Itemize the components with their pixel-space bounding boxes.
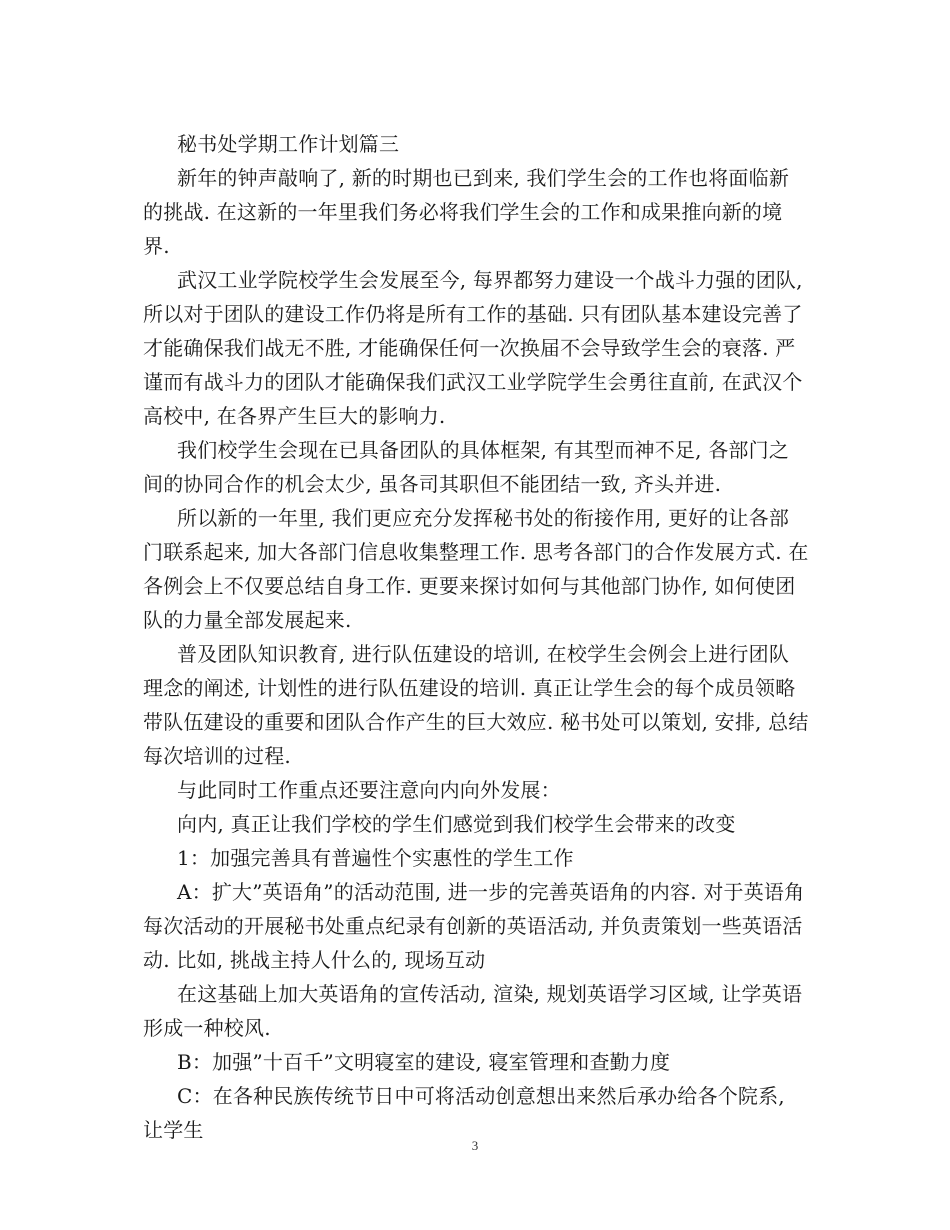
page-number: 3 (471, 1138, 479, 1153)
paragraph-team-building: 武汉工业学院校学生会发展至今, 每界都努力建设一个战斗力强的团队, 所以对于团队的建设工作仍将是所有工作的基础. 只有团队基本建设完善了才能确保我们战无不胜, 才能确保任何一次换届不会导致学生会的衰落. 严谨而有战斗力的团队才能确保我们武汉工业学院学生会勇往直前, 在武汉个高校中, 在各界产生巨大的影响力. (143, 268, 803, 428)
paragraph-english-corner: 在这基础上加大英语角的宣传活动, 渲染, 规划英语学习区域, 让学英语形成一种校风. (143, 982, 803, 1040)
list-item-b: B：加强”十百千”文明寝室的建设, 寝室管理和查勤力度 (177, 1050, 671, 1074)
paragraph-team-training: 普及团队知识教育, 进行队伍建设的培训, 在校学生会例会上进行团队理念的阐述, 计划性的进行队伍建设的培训. 真正让学生会的每个成员领略带队伍建设的重要和团队合作产生的巨大效应. 秘书处可以策划, 安排, 总结每次培训的过程. (143, 642, 809, 768)
paragraph-inward: 向内, 真正让我们学校的学生们感觉到我们校学生会带来的改变 (177, 812, 736, 836)
list-item-a: A：扩大”英语角”的活动范围, 进一步的完善英语角的内容. 对于英语角每次活动的开展秘书处重点纪录有创新的英语活动, 并负责策划一些英语活动. 比如, 挑战主持人什么的, 现场互动 (143, 880, 805, 972)
paragraph-secretariat-role: 所以新的一年里, 我们更应充分发挥秘书处的衔接作用, 更好的让各部门联系起来, 加大各部门信息收集整理工作. 思考各部门的合作发展方式. 在各例会上不仅要总结自身工作. 更要来探讨如何与其他部门协作, 如何使团队的力量全部发展起来. (143, 506, 809, 632)
list-item-1: 1：加强完善具有普遍性个实惠性的学生工作 (177, 846, 574, 870)
paragraph-current-status: 我们校学生会现在已具备团队的具体框架, 有其型而神不足, 各部门之间的协同合作的机会太少, 虽各司其职但不能团结一致, 齐头并进. (143, 438, 790, 496)
list-item-c: C：在各种民族传统节日中可将活动创意想出来然后承办给各个院系, 让学生 (143, 1084, 785, 1142)
paragraph-focus: 与此同时工作重点还要注意向内向外发展： (177, 778, 561, 802)
paragraph-new-year: 新年的钟声敲响了, 新的时期也已到来, 我们学生会的工作也将面临新的挑战. 在这新的一年里我们务必将我们学生会的工作和成果推向新的境界. (143, 166, 790, 258)
document-heading: 秘书处学期工作计划篇三 (177, 132, 400, 156)
document-body (143, 127, 809, 1147)
